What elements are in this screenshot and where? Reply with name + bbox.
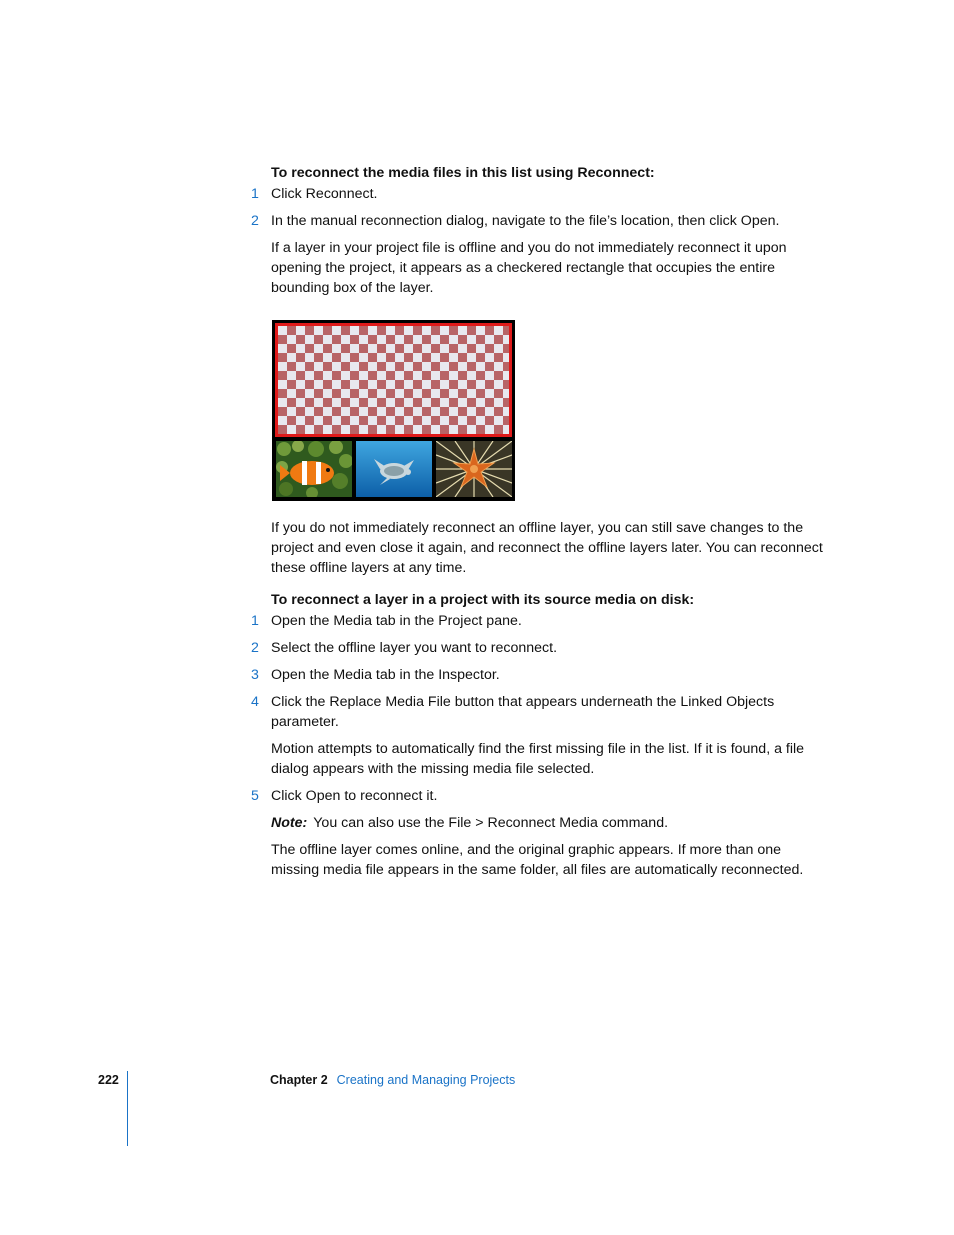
online-result-paragraph: The offline layer comes online, and the original graphic appears. If more than one missing media file appears in the same folder, all files are automatically reconnected. — [271, 842, 804, 878]
section-heading-reconnect: To reconnect the media files in this list using Reconnect: — [271, 165, 655, 181]
step-number: 2 — [251, 213, 259, 229]
note-text: You can also use the File > Reconnect Media command. — [313, 815, 669, 831]
step-2 — [251, 211, 827, 231]
clownfish-thumbnail — [276, 441, 352, 497]
chapter-label: Chapter 2 — [270, 1073, 328, 1087]
save-offline-paragraph: If you do not immediately reconnect an offline layer, you can still save changes to the project and even close it again, and reconnect the offline layers later. You can reconnect these offline layers at any time. — [271, 520, 823, 576]
page-number: 222 — [98, 1073, 119, 1087]
step-text: Open the Media tab in the Inspector. — [271, 667, 500, 683]
step-text: Click Open to reconnect it. — [271, 788, 438, 804]
step-text: Click Reconnect. — [271, 186, 378, 202]
step-1 — [251, 184, 827, 204]
offline-layer-paragraph: If a layer in your project file is offline and you do not immediately reconnect it upon opening the project, it appears as a checkered rectangle that occupies the entire bounding box of the layer. — [271, 240, 787, 296]
motion-attempts-paragraph: Motion attempts to automatically find the first missing file in the list. If it is found, a file dialog appears with the missing media file selected. — [271, 741, 805, 777]
chapter-title-link[interactable]: Creating and Managing Projects — [336, 1073, 516, 1087]
offline-layer-figure — [272, 320, 515, 501]
note-label: Note: — [271, 815, 308, 831]
step-text: Click the Replace Media File button that appears underneath the Linked Objects parameter. — [271, 694, 775, 730]
offline-checkerboard — [275, 323, 512, 437]
starfish-thumbnail — [436, 441, 512, 497]
step-2 — [251, 638, 827, 658]
note — [271, 813, 827, 833]
step-text: Open the Media tab in the Project pane. — [271, 613, 522, 629]
step-number: 4 — [251, 694, 259, 710]
section-heading-source-media: To reconnect a layer in a project with its source media on disk: — [271, 592, 695, 608]
step-1 — [251, 611, 827, 631]
step-number: 1 — [251, 186, 259, 202]
step-4 — [251, 692, 827, 732]
footer-chapter — [270, 1073, 515, 1087]
step-number: 5 — [251, 788, 259, 804]
step-5 — [251, 786, 827, 806]
sea-turtle-thumbnail — [356, 441, 432, 497]
step-3 — [251, 665, 827, 685]
step-number: 3 — [251, 667, 259, 683]
page-content — [251, 163, 827, 887]
footer-divider — [127, 1071, 128, 1146]
step-text: In the manual reconnection dialog, navigate to the file’s location, then click Open. — [271, 213, 780, 229]
step-text: Select the offline layer you want to reconnect. — [271, 640, 558, 656]
step-number: 2 — [251, 640, 259, 656]
step-number: 1 — [251, 613, 259, 629]
